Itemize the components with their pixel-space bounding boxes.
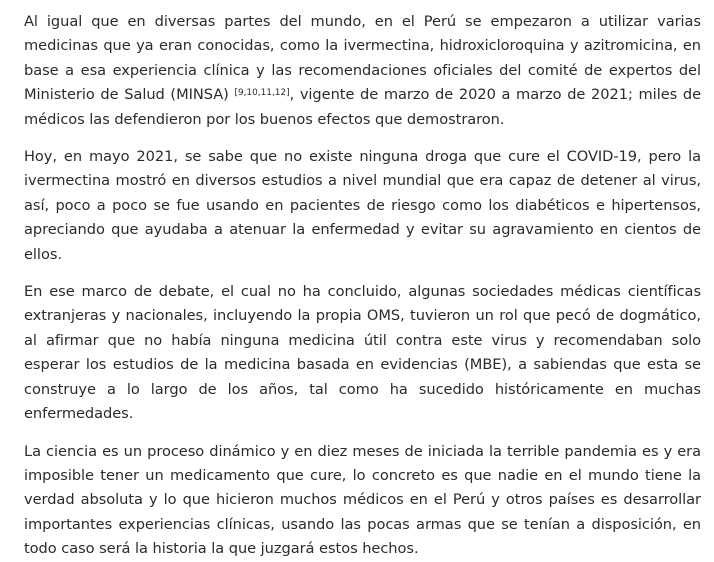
citation-reference: [9,10,11,12] — [234, 88, 290, 99]
paragraph-1 — [24, 0, 701, 132]
paragraph-4: La ciencia es un proceso dinámico y en diez meses de iniciada la terrible pandemia es y era imposible tener un medicamento que cure, lo concreto es que nadie en el mundo tiene la verdad absoluta y lo que hicieron muchos médicos en el Perú y otros países es desarrollar importantes experiencias clínicas, usando las pocas armas que se tenían a disposición, en todo caso será la historia la que juzgará estos hechos. — [24, 442, 701, 558]
paragraph-1-text-continued: , vigente de marzo de 2020 a marzo de 2021; miles de médicos las defendieron por los buenos efectos que demostraron. — [24, 86, 701, 128]
paragraph-1-text: Al igual que en diversas partes del mundo, en el Perú se empezaron a utilizar varias medicinas que ya eran conocidas, como la ivermectina, hidroxicloroquina y azitromicina, en base a esa experiencia clínica y las recomendaciones oficiales del comité de expertos del Ministerio de Salud (MINSA) — [24, 13, 701, 104]
paragraph-2: Hoy, en mayo 2021, se sabe que no existe ninguna droga que cure el COVID-19, pero la ivermectina mostró en diversos estudios a nivel mundial que era capaz de detener al virus, así, poco a poco se fue usando en pacientes de riesgo como los diabéticos e hipertensos, apreciando que ayudaba a atenuar la enfermedad y evitar su agravamiento en cientos de ellos. — [24, 148, 701, 263]
paragraph-3: En ese marco de debate, el cual no ha concluido, algunas sociedades médicas científicas extranjeras y nacionales, incluyendo la propia OMS, tuvieron un rol que pecó de dogmático, al afirmar que no había ninguna medicina útil contra este virus y recomendaban solo esperar los estudios de la medicina basada en evidencias (MBE), a sabiendas que esta se construye a lo largo de los años, tal como ha sucedido históricamente en muchas enfermedades. — [24, 283, 701, 423]
